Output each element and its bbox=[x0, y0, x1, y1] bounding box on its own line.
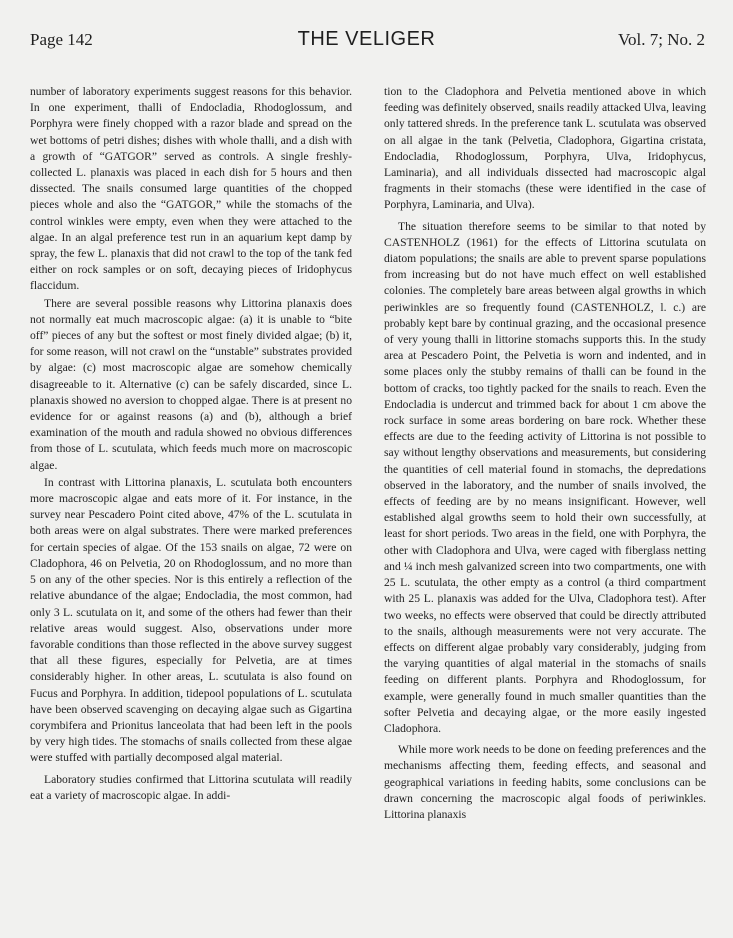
paragraph: In contrast with Littorina planaxis, L. scutulata both encounters more macroscopic algae and eats more of it. For instance, in the survey near Pescadero Point cited above, 47% of the L. scutulata in both areas were on algal substrates. There were marked preferences for certain species of algae. Of the 153 snails on algae, 72 were on Cladophora, 46 on Pelvetia, 20 on Rhodoglossum, and no more than 5 on any of the other species. Nor is this entirely a reflection of the relative abundance of the algae; Endocladia, the most common, had only 3 L. scutulata on it, and some of the others had fewer than their relative areas would suggest. Also, observations under more favorable conditions than those reflected in the above survey suggest that all these figures, especially for Pelvetia, are at times considerably higher. In other areas, L. scutulata is also found on Fucus and Porphyra. In addition, tidepool populations of L. scutulata have been observed scavenging on decaying algae such as Gigartina corymbifera and Prionitus lanceolata that had been left in the pools by very high tides. The stomachs of snails collected from these algae were stuffed with partially decomposed algal material. bbox=[30, 475, 352, 765]
paragraph: The situation therefore seems to be similar to that noted by CASTENHOLZ (1961) for the effects of Littorina scutulata on diatom populations; the snails are able to prevent sparse populations from increasing but do not have much effect on well established colonies. The completely bare areas between algal growths in which periwinkles are so frequently found (CASTENHOLZ, l. c.) are probably kept bare by continual grazing, and the occasional presence of very young thalli in littorine stomachs supports this. In the study area at Pescadero Point, the Pelvetia is worn and indented, and in some places only the stubby remains of thalli can be found in the bottom of cracks, too tightly packed for the snails to reach. Even the Endocladia is undercut and trimmed back for about 1 cm above the rock surface in some areas bordering on bare rock. Whether these effects are due to the feeding activity of Littorina is not possible to say without lengthy observations and measurements, but considering the quantities of cell material found in stomachs, the depredations observed in the laboratory, and the number of snails involved, the effects of feeding are by no means insignificant. However, well established algal growths seem to hold their own successfully, at least for short periods. Two areas in the field, one with Porphyra, the other with Cladophora and Ulva, were caged with fiberglass netting and ¼ inch mesh galvanized screen into two compartments, one with 25 L. scutulata, the other empty as a control (a third compartment with 25 L. planaxis was added for the Ulva, Cladophora test). After two weeks, no effects were observed that could be directly attributed to the snails, although measurements were not very accurate. The effects on different algae probably vary considerably, judging from the varying quantities of algal material in the stomachs of snails feeding on different plants. Porphyra and Rhodoglossum, for example, were generally found in much smaller quantities than the softer Pelvetia and decaying algae, or the more easily ingested Cladophora. bbox=[384, 219, 706, 735]
left-column bbox=[30, 84, 352, 804]
right-column bbox=[384, 84, 706, 823]
paragraph: tion to the Cladophora and Pelvetia mentioned above in which feeding was definitely observed, snails readily attacked Ulva, leaving only tattered shreds. In the preference tank L. scutulata was observed on all algae in the tank (Pelvetia, Cladophora, Gigartina cristata, Endocladia, Rhodoglossum, Porphyra, Ulva, Iridophycus, Laminaria), and all individuals dissected had macroscopic algal fragments in their stomachs (these were identified in the case of Porphyra, Laminaria, and Ulva). bbox=[384, 85, 706, 212]
paragraph: number of laboratory experiments suggest reasons for this behavior. In one experiment, thalli of Endocladia, Rhodoglossum, and Porphyra were finely chopped with a razor blade and spread on the wet bottoms of petri dishes; dishes with whole thalli, and a dish with a growth of “GATGOR” served as controls. A single freshly-collected L. planaxis was placed in each dish for 5 hours and then dissected. The snails consumed large quantities of the chopped pieces whole and also the “GATGOR,” while the stomachs of the control winkles were empty, even when they were attached to the algae. In an algal preference test run in an aquarium kept damp by spray, the few L. planaxis that did not crawl to the top of the tank fed either on rock samples or on soft, decaying pieces of Iridophycus flaccidum. bbox=[30, 85, 352, 293]
paragraph: There are several possible reasons why Littorina planaxis does not normally eat much macroscopic algae: (a) it is unable to “bite off” pieces of any but the softest or most finely divided algae; (b) it, for some reason, will not crawl on the “unstable” substrates provided by algae: (c) most macroscopic algae are somehow chemically disagreeable to it. Alternative (c) can be safely discarded, since L. planaxis showed no aversion to chopped algae. There is at present no evidence for or against reasons (a) and (b), although a brief examination of the mouth and radula showed no obvious differences from those of L. scutulata, which feeds much more on macroscopic algae. bbox=[30, 296, 352, 472]
page-number: Page 142 bbox=[30, 30, 93, 49]
paragraph: Laboratory studies confirmed that Littorina scutulata will readily eat a variety of macroscopic algae. In addi- bbox=[30, 772, 352, 802]
journal-title: THE VELIGER bbox=[297, 28, 436, 50]
paragraph: While more work needs to be done on feeding preferences and the mechanisms affecting them, feeding effects, and seasonal and geographical variations in feeding habits, some conclusions can be drawn concerning the macroscopic algal foods of periwinkles. Littorina planaxis bbox=[384, 743, 706, 821]
volume-issue: Vol. 7; No. 2 bbox=[617, 30, 705, 49]
